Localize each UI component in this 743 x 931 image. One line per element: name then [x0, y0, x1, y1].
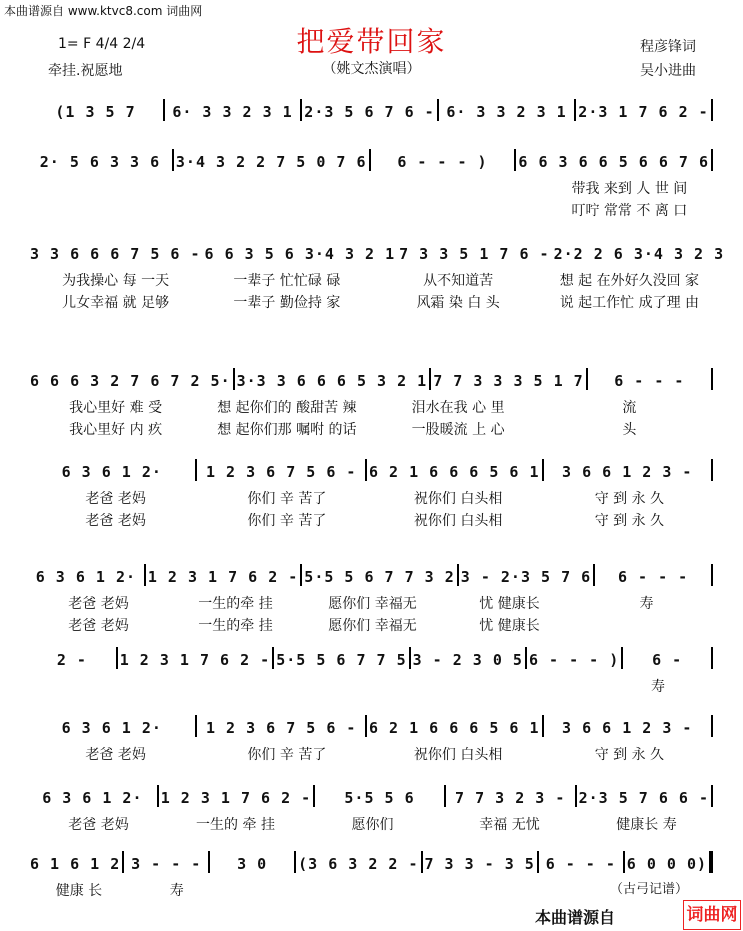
barline: [575, 785, 577, 807]
barline: [365, 715, 367, 737]
measure: 6 - - - ): [397, 153, 488, 171]
notation-row: [30, 458, 715, 481]
lyric-segment: 你们 辛 苦了: [247, 513, 327, 529]
measure: 6 2 1 6 6 6 5 6 1: [368, 463, 540, 481]
lyric-segment: 头: [622, 422, 637, 438]
barline: [195, 715, 197, 737]
lyric-segment: 一生的 牵 挂: [196, 817, 275, 833]
lyric-segment: 愿你们 幸福无: [328, 618, 417, 634]
lyric-segment: 我心里好 内 疚: [69, 422, 163, 438]
lyric-segment: 愿你们: [351, 817, 394, 833]
barline: [294, 851, 296, 873]
lyric-row-verse1: [30, 488, 715, 508]
barline: [711, 99, 713, 121]
notation-row: [30, 367, 715, 390]
lyric-segment: 老爸 老妈: [68, 817, 129, 833]
lyric-segment: [201, 200, 372, 220]
lyric-segment: 一辈子 忙忙碌 碌: [233, 273, 341, 289]
measure: 3 6 6 1 2 3 -: [562, 463, 693, 481]
measure: 1 2 3 6 7 5 6 -: [205, 463, 357, 481]
measure: 6 3 6 1 2·: [42, 789, 143, 807]
lyric-segment: 寿: [169, 883, 184, 899]
barline: [709, 851, 713, 873]
barline: [711, 715, 713, 737]
barline: [457, 564, 459, 586]
measure: 7 7 3 3 3 5 1 7: [433, 372, 584, 390]
lyric-segment: [578, 615, 715, 635]
barline: [711, 368, 713, 390]
lyric-segment: 守 到 永 久: [594, 747, 665, 763]
barline: [514, 149, 516, 171]
lyric-segment: 想 起你们那 嘱咐 的话: [217, 422, 357, 438]
measure: 6 2 1 6 6 6 5 6 1: [368, 719, 540, 737]
lyric-row-verse1: [30, 593, 715, 613]
notation-row: [30, 148, 715, 171]
barline: [313, 785, 315, 807]
notation-row: [30, 240, 725, 263]
lyric-row-verse2: [30, 510, 715, 530]
expression-mark: 牵挂.祝愿地: [48, 63, 123, 79]
scribe-credit: （古弓记谱）: [610, 882, 689, 897]
footer-brand: 本曲谱源自: [535, 908, 616, 927]
lyric-segment: 寿: [650, 679, 665, 695]
lyric-row-verse1: [30, 270, 715, 290]
composer-credit: 吴小进曲: [640, 63, 696, 79]
lyric-row-verse1: [30, 178, 715, 198]
measure: 6 - - -: [614, 372, 685, 390]
lyric-segment: 带我 来到 人 世 间: [571, 181, 688, 197]
measure: 7 3 3 - 3 5: [424, 855, 535, 873]
barline: [421, 851, 423, 873]
barline: [300, 99, 302, 121]
barline: [525, 647, 527, 669]
measure: (3 6 3 2 2 -: [298, 855, 419, 873]
site-watermark: 本曲谱源自 www.ktvc8.com 词曲网: [4, 4, 203, 18]
lyric-row-verse2: [30, 615, 715, 635]
measure: 5·5 5 6: [344, 789, 415, 807]
lyric-segment: 从不知道苦: [423, 273, 494, 289]
lyric-segment: [30, 676, 144, 696]
lyric-row-verse1: [30, 814, 715, 834]
notation-row: [30, 714, 715, 737]
lyric-segment: 为我操心 每 一天: [62, 273, 170, 289]
measure: 6 6 3 5 6 3·4 3 2 1: [204, 245, 396, 263]
lyric-segment: [373, 676, 487, 696]
barline: [116, 647, 118, 669]
measure: 1 2 3 1 7 6 2 -: [147, 568, 299, 586]
lyric-segment: [421, 880, 519, 900]
barline: [711, 564, 713, 586]
measure: 6 0 0 0): [626, 855, 708, 873]
lyric-segment: [30, 200, 201, 220]
lyric-segment: [373, 200, 544, 220]
measure: 1 2 3 1 7 6 2 -: [160, 789, 312, 807]
barline: [711, 149, 713, 171]
lyric-segment: 寿: [639, 596, 654, 612]
measure: 6 - - - ): [528, 651, 620, 669]
lyric-segment: 忧 健康长: [479, 596, 540, 612]
barline: [172, 149, 174, 171]
notation-row: [30, 563, 715, 586]
measure: 6 6 3 6 6 5 6 6 7 6: [518, 153, 709, 171]
lyric-segment: 老爸 老妈: [85, 747, 146, 763]
barline: [122, 851, 124, 873]
measure: 2 -: [56, 651, 87, 669]
barline: [542, 715, 544, 737]
lyric-segment: [30, 178, 201, 198]
lyric-segment: 一股暖流 上 心: [411, 422, 505, 438]
measure: 7 3 3 5 1 7 6 -: [399, 245, 550, 263]
barline: [574, 99, 576, 121]
barline: [542, 459, 544, 481]
lyric-segment: 老爸 老妈: [85, 513, 146, 529]
measure: 6 - - -: [617, 568, 689, 586]
lyric-segment: 一辈子 勤俭持 家: [233, 295, 341, 311]
barline: [409, 647, 411, 669]
barline: [711, 459, 713, 481]
lyric-segment: [487, 676, 601, 696]
measure: 3·4 3 2 2 7 5 0 7 6: [175, 153, 367, 171]
lyric-segment: 想 起 在外好久没回 家: [559, 273, 700, 289]
barline: [429, 368, 431, 390]
lyric-segment: 守 到 永 久: [594, 513, 665, 529]
lyric-segment: [144, 676, 258, 696]
lyric-segment: 风霜 染 白 头: [416, 295, 500, 311]
key-signature: 1= F 4/4 2/4: [58, 36, 146, 52]
measure: (1 3 5 7: [55, 103, 136, 121]
lyric-segment: 一生的牵 挂: [198, 596, 273, 612]
song-title: 把爱带回家: [296, 25, 447, 58]
measure: 1 2 3 1 7 6 2 -: [119, 651, 271, 669]
lyric-segment: 老爸 老妈: [68, 596, 129, 612]
barline: [537, 851, 539, 873]
barline: [711, 785, 713, 807]
lyric-segment: [226, 880, 324, 900]
barline: [365, 459, 367, 481]
lyric-segment: 一生的牵 挂: [198, 618, 273, 634]
measure: 6· 3 3 2 3 1: [172, 103, 293, 121]
barline: [586, 368, 588, 390]
barline: [195, 459, 197, 481]
barline: [300, 564, 302, 586]
barline: [272, 647, 274, 669]
barline: [208, 851, 210, 873]
measure: 5·5 5 6 7 7 3 2: [304, 568, 455, 586]
lyric-segment: 健康 长: [55, 883, 103, 899]
measure: 1 2 3 6 7 5 6 -: [205, 719, 357, 737]
barline: [437, 99, 439, 121]
measure: 2·2 2 6 3·4 3 2 3: [553, 245, 725, 263]
measure: 6 1 6 1 2: [30, 855, 121, 873]
lyric-segment: [373, 178, 544, 198]
site-logo: 词曲网: [683, 900, 741, 930]
measure: 6 3 6 1 2·: [61, 719, 162, 737]
measure: 3 - - -: [131, 855, 202, 873]
lyric-segment: 老爸 老妈: [85, 491, 146, 507]
lyric-segment: 忧 健康长: [479, 618, 540, 634]
lyric-segment: 祝你们 白头相: [413, 513, 503, 529]
measure: 3·3 3 6 6 6 5 3 2 1: [236, 372, 428, 390]
lyric-segment: 想 起你们的 酸甜苦 辣: [217, 400, 357, 416]
barline: [144, 564, 146, 586]
lyricist-credit: 程彦锋词: [640, 39, 696, 55]
measure: 2·3 5 7 6 6 -: [578, 789, 709, 807]
barline: [233, 368, 235, 390]
barline: [444, 785, 446, 807]
notation-row: [30, 98, 715, 121]
notation-row: [30, 850, 715, 873]
lyric-segment: [519, 880, 617, 900]
lyric-segment: 儿女幸福 就 足够: [62, 295, 170, 311]
lyric-segment: 老爸 老妈: [68, 618, 129, 634]
lyric-segment: 祝你们 白头相: [413, 747, 503, 763]
measure: 3 6 6 1 2 3 -: [562, 719, 693, 737]
lyric-segment: [201, 178, 372, 198]
barline: [711, 647, 713, 669]
lyric-segment: 祝你们 白头相: [413, 491, 503, 507]
barline: [369, 149, 371, 171]
lyric-segment: 泪水在我 心 里: [411, 400, 505, 416]
lyric-segment: 流: [622, 400, 637, 416]
measure: 6 6 6 3 2 7 6 7 2 5·: [30, 372, 231, 390]
lyric-segment: 你们 辛 苦了: [247, 491, 327, 507]
barline: [163, 99, 165, 121]
barline: [623, 851, 625, 873]
lyric-segment: 愿你们 幸福无: [328, 596, 417, 612]
lyric-row-verse1: [30, 676, 715, 696]
measure: 2· 5 6 3 3 6: [39, 153, 161, 171]
lyric-segment: 说 起工作忙 成了理 由: [559, 295, 700, 311]
measure: 6· 3 3 2 3 1: [446, 103, 567, 121]
lyric-segment: [324, 880, 422, 900]
measure: 6 3 6 1 2·: [61, 463, 162, 481]
notation-row: [30, 646, 715, 669]
lyric-row-verse2: [30, 292, 715, 312]
lyric-row-verse2: [30, 200, 715, 220]
lyric-segment: [258, 676, 372, 696]
measure: 6 3 6 1 2·: [35, 568, 137, 586]
lyric-segment: 守 到 永 久: [594, 491, 665, 507]
measure: 3 - 2·3 5 7 6: [460, 568, 592, 586]
barline: [157, 785, 159, 807]
notation-row: [30, 784, 715, 807]
lyric-segment: 健康长 寿: [616, 817, 677, 833]
measure: 3 3 6 6 6 7 5 6 -: [30, 245, 201, 263]
lyric-segment: 幸福 无忧: [479, 817, 540, 833]
measure: 6 -: [652, 651, 683, 669]
lyric-segment: 你们 辛 苦了: [247, 747, 327, 763]
measure: 2·3 1 7 6 2 -: [578, 103, 709, 121]
measure: 2·3 5 6 7 6 -: [304, 103, 435, 121]
measure: 3 0: [237, 855, 268, 873]
lyric-segment: 叮咛 常常 不 离 口: [571, 203, 688, 219]
measure: 7 7 3 2 3 -: [455, 789, 566, 807]
barline: [621, 647, 623, 669]
lyric-row-verse1: [30, 744, 715, 764]
lyric-row-verse1: [30, 397, 715, 417]
lyric-row-verse2: [30, 419, 715, 439]
measure: 3 - 2 3 0 5: [412, 651, 523, 669]
barline: [593, 564, 595, 586]
measure: 5·5 5 6 7 7 5: [276, 651, 407, 669]
measure: 6 - - -: [545, 855, 616, 873]
lyric-segment: 我心里好 难 受: [69, 400, 163, 416]
singer-line: （姚文杰演唱）: [322, 61, 421, 77]
